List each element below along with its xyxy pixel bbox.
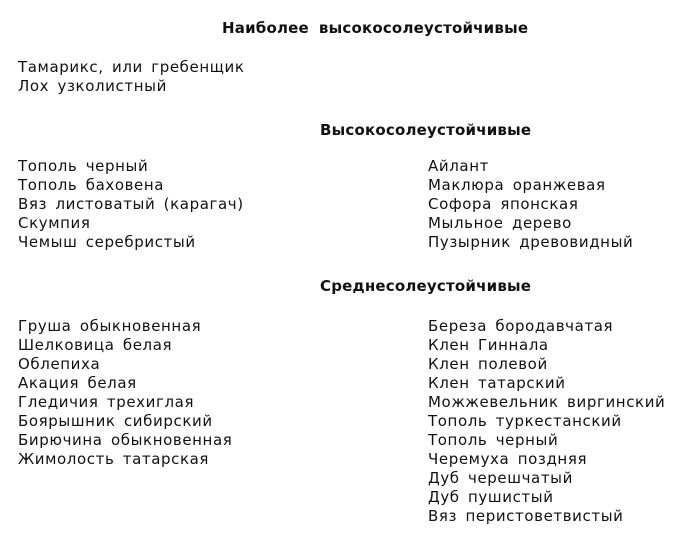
list-item: Вяз перистоветвистый bbox=[428, 507, 624, 525]
list-item: Софора японская bbox=[428, 195, 579, 213]
list-item: Мыльное дерево bbox=[428, 214, 572, 232]
list-item: Лох узколистный bbox=[18, 77, 167, 95]
species-list-moderately-salt-tolerant-left bbox=[18, 317, 232, 469]
list-item: Клен полевой bbox=[428, 355, 548, 373]
list-item: Тополь баховена bbox=[18, 176, 165, 194]
list-item: Боярышник сибирский bbox=[18, 412, 213, 430]
section-heading-highly-salt-tolerant: Высокосолеустойчивые bbox=[320, 121, 532, 139]
species-list-moderately-salt-tolerant-right bbox=[428, 317, 665, 526]
list-item: Груша обыкновенная bbox=[18, 317, 202, 335]
list-item: Тополь черный bbox=[428, 431, 559, 449]
list-item: Тополь туркестанский bbox=[428, 412, 622, 430]
list-item: Скумпия bbox=[18, 214, 91, 232]
species-list-highly-salt-tolerant-left bbox=[18, 157, 244, 252]
list-item: Дуб черешчатый bbox=[428, 469, 573, 487]
list-item: Акация белая bbox=[18, 374, 137, 392]
list-item: Шелковица белая bbox=[18, 336, 173, 354]
section-heading-most-salt-tolerant bbox=[222, 19, 528, 37]
list-item: Вяз листоватый (карагач) bbox=[18, 195, 244, 213]
list-item: Жимолость татарская bbox=[18, 450, 210, 468]
list-item: Гледичия трехиглая bbox=[18, 393, 195, 411]
list-item: Клен Гиннала bbox=[428, 336, 549, 354]
list-item: Можжевельник виргинский bbox=[428, 393, 666, 411]
list-item: Чемыш серебристый bbox=[18, 233, 196, 251]
list-item: Тамарикс, или гребенщик bbox=[18, 58, 245, 76]
species-list-most-salt-tolerant bbox=[18, 58, 244, 96]
list-item: Береза бородавчатая bbox=[428, 317, 614, 335]
list-item: Айлант bbox=[428, 157, 489, 175]
list-item: Облепиха bbox=[18, 355, 101, 373]
species-list-highly-salt-tolerant-right bbox=[428, 157, 633, 252]
list-item: Тополь черный bbox=[18, 157, 149, 175]
list-item: Клен татарский bbox=[428, 374, 566, 392]
list-item: Черемуха поздняя bbox=[428, 450, 588, 468]
section-heading-moderately-salt-tolerant: Среднесолеустойчивые bbox=[320, 277, 532, 295]
list-item: Дуб пушистый bbox=[428, 488, 554, 506]
list-item: Маклюра оранжевая bbox=[428, 176, 606, 194]
heading-word: высокосолеустойчивые bbox=[318, 19, 529, 37]
heading-word: Наиболее bbox=[222, 19, 309, 37]
list-item: Бирючина обыкновенная bbox=[18, 431, 233, 449]
list-item: Пузырник древовидный bbox=[428, 233, 634, 251]
